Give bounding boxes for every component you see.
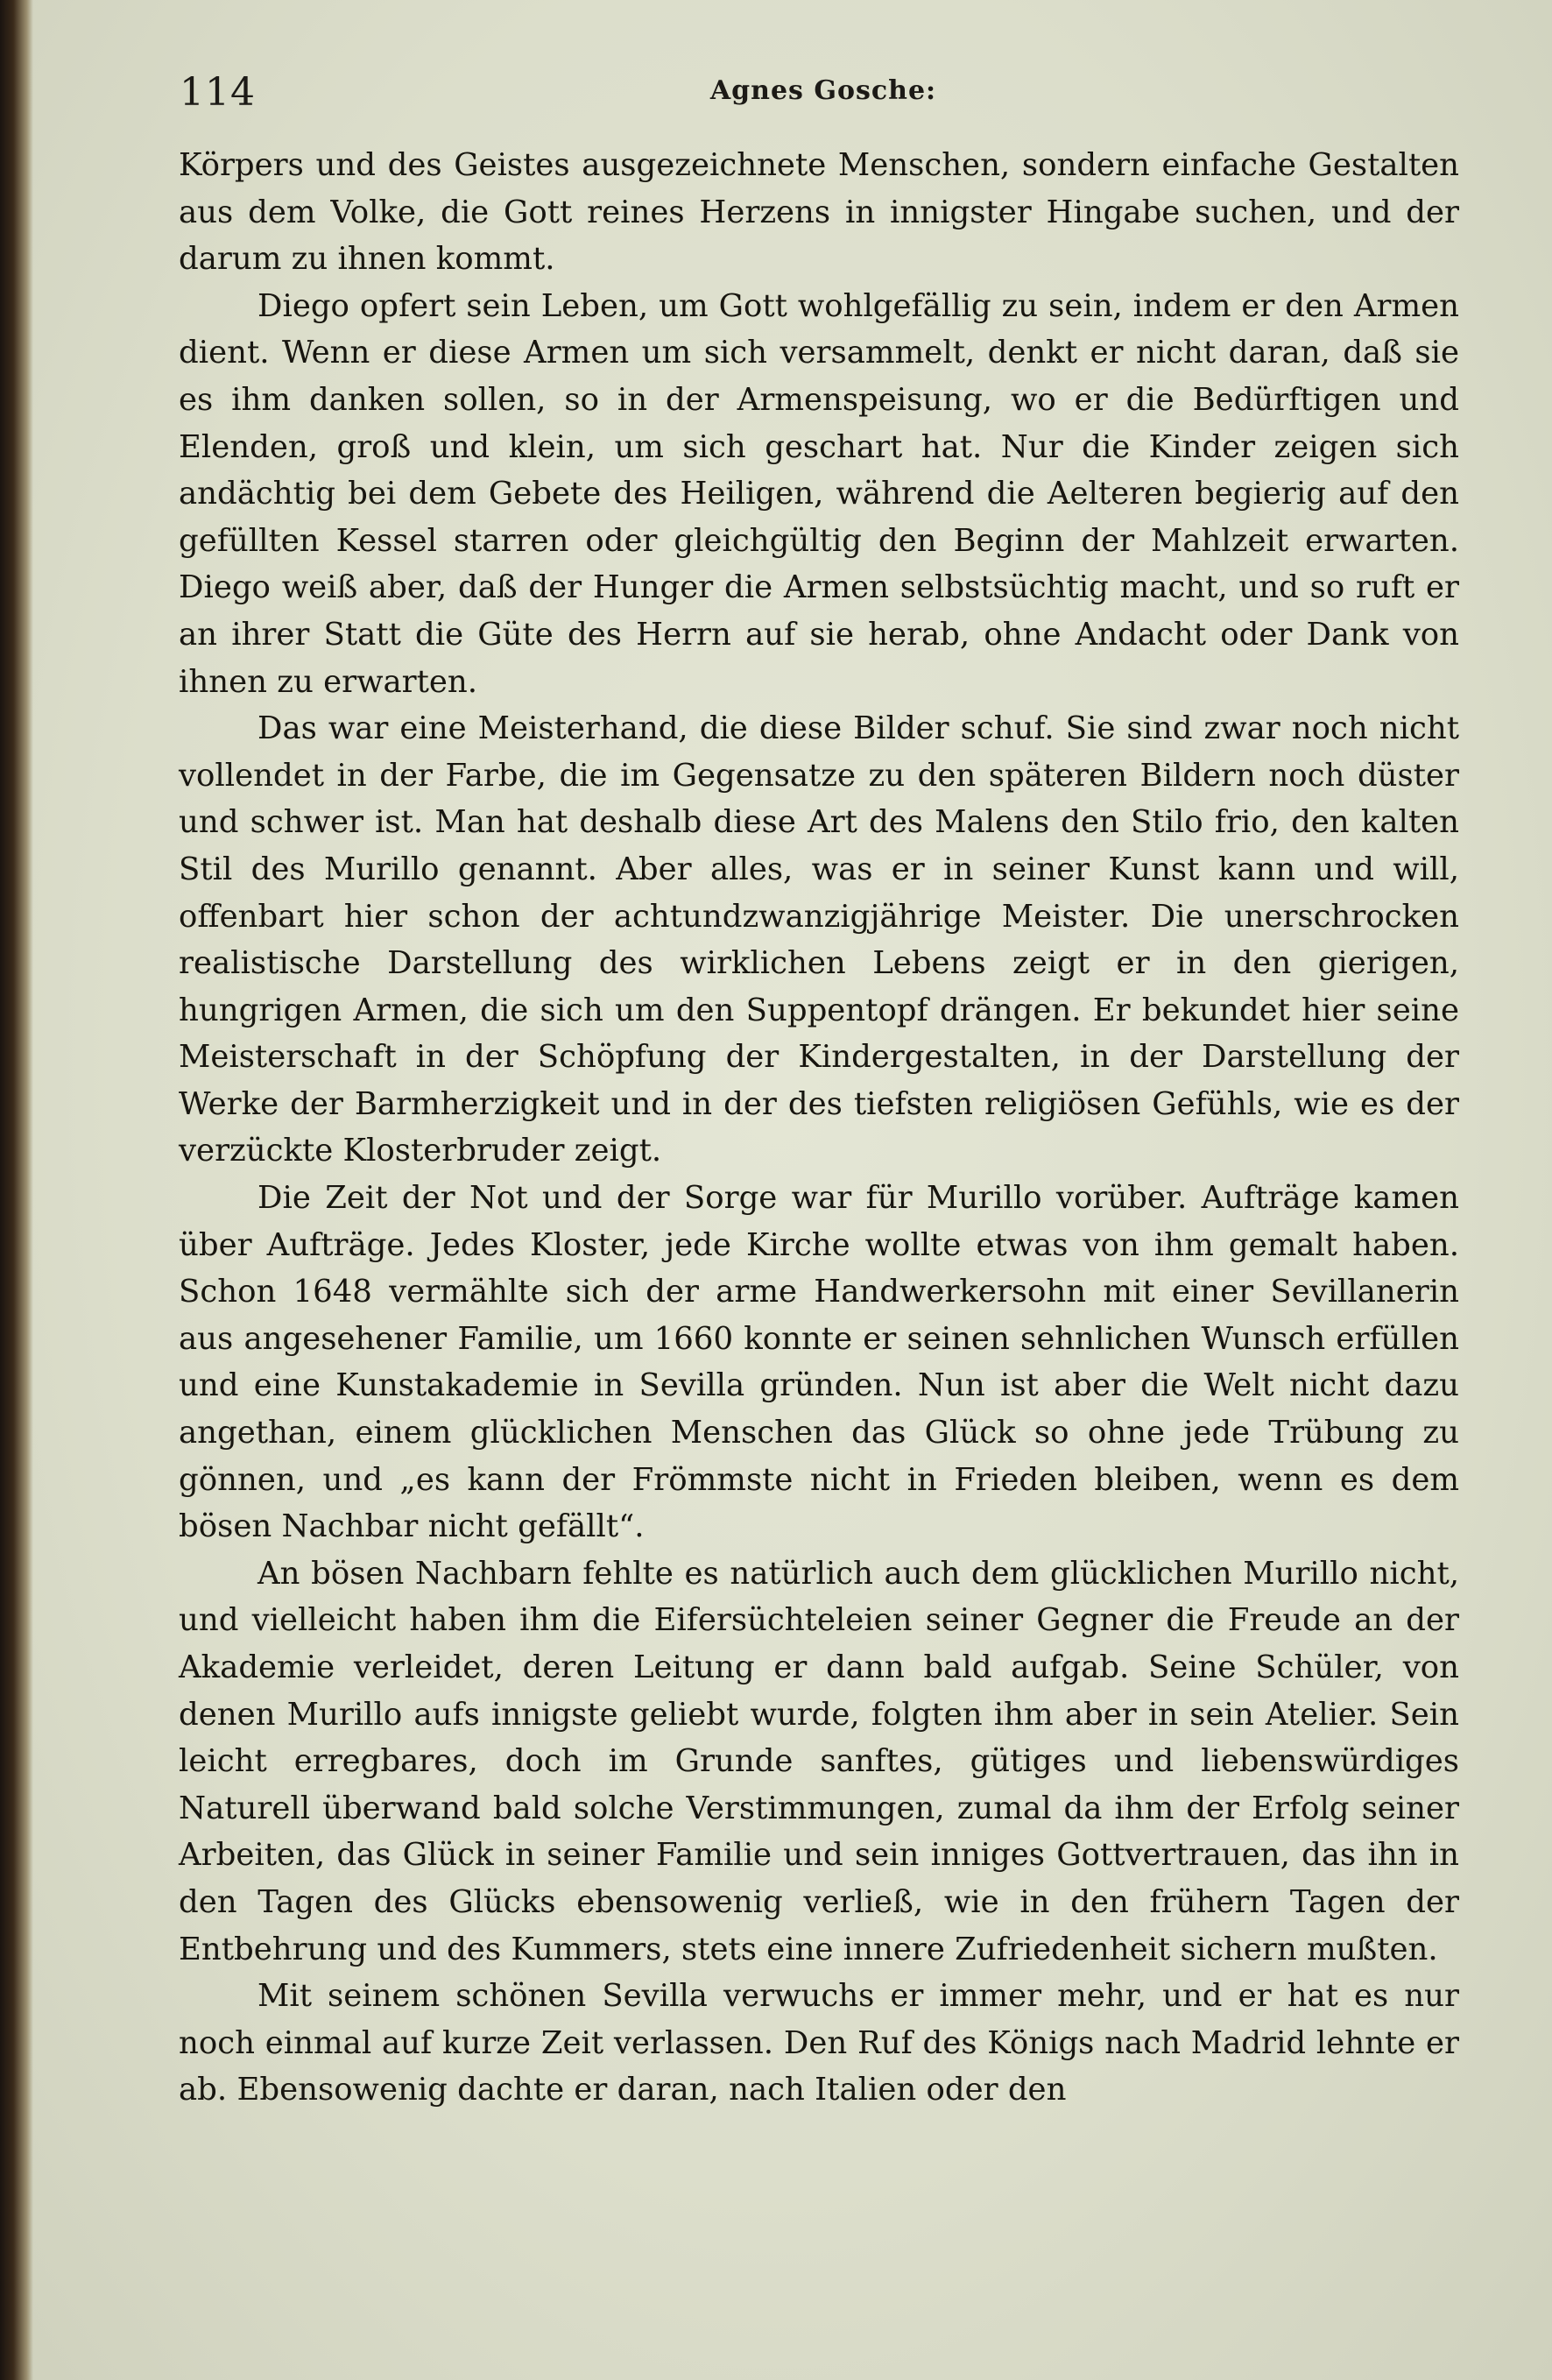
paragraph-3: Das war eine Meisterhand, die diese Bilder schuf. Sie sind zwar noch nicht vollendet in der Farbe, die im Gegensatze zu den späteren Bildern noch düster und schwer ist. Man hat deshalb diese Art des Malens den Stilo frio, den kalten Stil des Murillo genannt. Aber alles, was er in seiner Kunst kann und will, offenbart hier schon der achtundzwanzigjährige Meister. Die unerschrocken realistische Darstellung des wirklichen Lebens zeigt er in den gierigen, hungrigen Armen, die sich um den Suppentopf drängen. Er bekundet hier seine Meisterschaft in der Schöpfung der Kindergestalten, in der Darstellung der Werke der Barmherzigkeit und in der des tiefsten religiösen Gefühls, wie es der verzückte Klosterbruder zeigt. [179,710,1459,1169]
body-text [179,142,1459,2114]
paragraph-1: Körpers und des Geistes ausgezeichnete Menschen, sondern einfache Gestalten aus dem Volke, die Gott reines Herzens in innigster Hingabe suchen, und der darum zu ihnen kommt. [179,147,1459,278]
paragraph-2: Diego opfert sein Leben, um Gott wohlgefällig zu sein, indem er den Armen dient. Wenn er diese Armen um sich versammelt, denkt er nicht daran, daß sie es ihm danken sollen, so in der Armenspeisung, wo er die Bedürftigen und Elenden, groß und klein, um sich geschart hat. Nur die Kinder zeigen sich andächtig bei dem Gebete des Heiligen, während die Aelteren begierig auf den gefüllten Kessel starren oder gleichgültig den Beginn der Mahlzeit erwarten. Diego weiß aber, daß der Hunger die Armen selbstsüchtig macht, und so ruft er an ihrer Statt die Güte des Herrn auf sie herab, ohne Andacht oder Dank von ihnen zu erwarten. [179,287,1459,700]
page-header [180,70,1467,123]
page-number: 114 [180,70,256,115]
running-head: Agnes Gosche: [709,75,937,106]
page-binding-shadow [0,0,33,2380]
paragraph-4: Die Zeit der Not und der Sorge war für Murillo vorüber. Aufträge kamen über Aufträge. Jedes Kloster, jede Kirche wollte etwas von ihm gemalt haben. Schon 1648 vermählte sich der arme Handwerkersohn mit einer Sevillanerin aus angesehener Familie, um 1660 konnte er seinen sehnlichen Wunsch erfüllen und eine Kunstakademie in Sevilla gründen. Nun ist aber die Welt nicht dazu angethan, einem glücklichen Menschen das Glück so ohne jede Trübung zu gönnen, und „es kann der Frömmste nicht in Frieden bleiben, wenn es dem bösen Nachbar nicht gefällt“. [179,1180,1459,1545]
paragraph-6: Mit seinem schönen Sevilla verwuchs er immer mehr, und er hat es nur noch einmal auf kurze Zeit verlassen. Den Ruf des Königs nach Madrid lehnte er ab. Ebensowenig dachte er daran, nach Italien oder den [179,1978,1459,2108]
paragraph-5: An bösen Nachbarn fehlte es natürlich auch dem glücklichen Murillo nicht, und vielleicht haben ihm die Eifersüchteleien seiner Gegner die Freude an der Akademie verleidet, deren Leitung er dann bald aufgab. Seine Schüler, von denen Murillo aufs innigste geliebt wurde, folgten ihm aber in sein Atelier. Sein leicht erregbares, doch im Grunde sanftes, gütiges und liebenswürdiges Naturell überwand bald solche Verstimmungen, zumal da ihm der Erfolg seiner Arbeiten, das Glück in seiner Familie und sein inniges Gottvertrauen, das ihn in den Tagen des Glücks ebensowenig verließ, wie in den frühern Tagen der Entbehrung und des Kummers, stets eine innere Zufriedenheit sichern mußten. [179,1555,1459,1967]
